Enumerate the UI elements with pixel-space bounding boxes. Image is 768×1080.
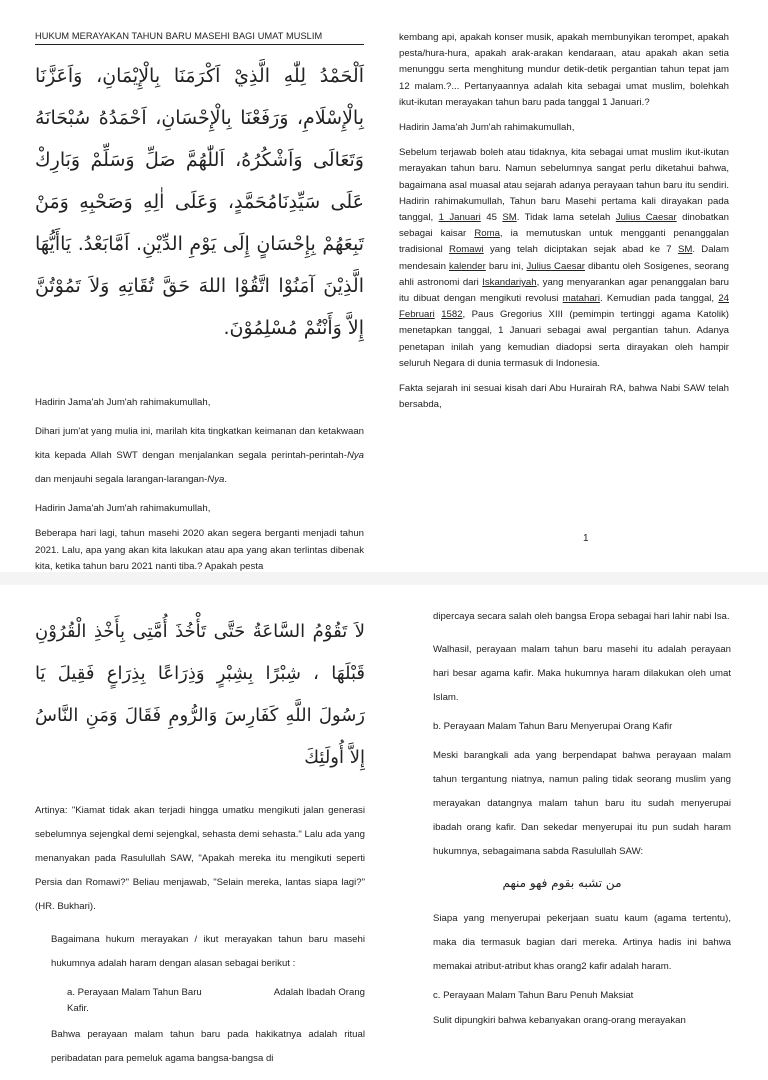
celebration-questions-paragraph: kembang api, apakah konser musik, apakah membunyikan terompet, apakah pesta/hura-hura, apakah arak-arakan kendaraan, atau apakah akan setia menunggu serta menghitung mundur detik-detik pergantian tahun tepat jam 12 malam.?... Pertanyaannya adalah kita sebagai umat muslim, bolehkah ikut-ikutan merayakan tahun baru pada tanggal 1 Januari.? bbox=[399, 32, 729, 108]
history-text: , ia memutuskan untuk mengganti penanggalan tradisional bbox=[399, 228, 729, 256]
exhortation-nya-2: Nya bbox=[207, 474, 225, 486]
exhortation-text-1: Dihari jum'at yang mulia ini, marilah kita tingkatkan keimanan dan ketakwaan kita kepada Allah SWT dengan menjalankan segala perintah-perintah- bbox=[35, 426, 364, 462]
link-kalender[interactable]: kalender bbox=[449, 260, 486, 272]
arabic-opening-prayer: اَلْحَمْدُ لِلّٰهِ الَّذِيْ اَكْرَمَنَا بِالْإِيْمَانِ، وَاَعَزَّنَا بِالْإِسْلَامِ، وَرَفَعْنَا بِالْإِحْسَانِ، اَحْمَدُهُ سُبْحَانَهُ وَتَعَالَى وَاَشْكُرُهُ، اَللّٰهُمَّ صَلِّ وَسَلِّمْ وَبَارِكْ عَلَى سَيِّدِنَامُحَمَّدٍ، وَعَلَى اٰلِهِ وَصَحْبِهِ وَمَنْ تَبِعَهُمْ بِإِحْسَانٍ إِلَى يَوْمِ الدِّيْنِ. اَمَّابَعْدُ. يَاأَيُّهَا الَّذِيْنَ آمَنُوْا اتَّقُوْا اللهَ حَقَّ تُقَاتِهِ وَلاَ تَمُوْتُنَّ إِلاَّ وَأَنْتُمْ مُسْلِمُوْنَ. bbox=[35, 65, 364, 339]
link-24-februari[interactable]: 24 Februari bbox=[399, 293, 729, 321]
document-title: HUKUM MERAYAKAN TAHUN BARU MASEHI BAGI UMAT MUSLIM bbox=[35, 30, 364, 45]
list-item-a-continuation: Kafir. bbox=[67, 1003, 89, 1015]
exhortation-paragraph bbox=[35, 420, 364, 492]
new-year-intro-paragraph: Beberapa hari lagi, tahun masehi 2020 akan segera berganti menjadi tahun 2021. Lalu, apa yang akan kita lakukan atau apa yang akan terlintas dibenak kita, ketika tahun baru 2021 nanti tiba.? Apakah pesta bbox=[35, 528, 364, 572]
link-julius-caesar[interactable]: Julius Caesar bbox=[615, 212, 677, 224]
page2-left-column bbox=[35, 605, 365, 1080]
hadith-intro-paragraph: Fakta sejarah ini sesuai kisah dari Abu Hurairah RA, bahwa Nabi SAW telah bersabda, bbox=[399, 383, 729, 411]
history-text: , Paus Gregorius XIII (pemimpin tertinggi agama Katolik) menetapkan tanggal, 1 Januari sebagai awal pergantian tahun. Adanya penetapan inilah yang kemudian diadopsi serta dirayakan oleh hampir seluruh Negara di dunia termasuk di Indonesia. bbox=[399, 309, 729, 369]
history-text: Sebelum terjawab boleh atau tidaknya, kita sebagai umat muslim ikut-ikutan merayakan tahun baru. Namun sebelumnya sangat perlu diketahui bahwa, bagaimana asal muasal atau sejarah adanya perayaan tahun baru itu sendiri. Hadirin rahimakumullah, Tahun baru Masehi pertama kali dirayakan pada tanggal, bbox=[399, 147, 729, 224]
history-text: . Dalam mendesain bbox=[399, 244, 729, 272]
history-text: baru ini, bbox=[485, 260, 527, 272]
exhortation-nya-1: Nya bbox=[346, 450, 364, 462]
link-matahari[interactable]: matahari bbox=[562, 293, 600, 305]
list-item-a-label: a. Perayaan Malam Tahun Baru bbox=[67, 987, 202, 998]
page-separator bbox=[0, 572, 768, 585]
link-1582[interactable]: 1582 bbox=[441, 309, 463, 321]
ritual-paragraph: Bahwa perayaan malam tahun baru pada hakikatnya adalah ritual peribadatan para pemeluk agama bangsa-bangsa di bbox=[51, 1029, 365, 1065]
arabic-hadith: لاَ تَقُوْمُ السَّاعَةُ حَتَّى تَأْخُذَ أُمَّتِى بِأَخْذِ الْقُرُوْنِ قَبْلَهَا ، شِبْرًا بِشِبْرٍ وَذِرَاعًا بِذِرَاعٍ فَقِيلَ يَا رَسُولَ اللَّهِ كَفَارِسَ وَالرُّومِ فَقَالَ وَمَنِ النَّاسُ إِلاَّ أُولَئِكَ bbox=[35, 621, 365, 768]
link-sm[interactable]: SM bbox=[502, 212, 517, 224]
nabi-isa-paragraph: dipercaya secara salah oleh bangsa Eropa sebagai hari lahir nabi Isa. bbox=[433, 611, 730, 622]
link-iskandariyah[interactable]: Iskandariyah bbox=[482, 276, 537, 288]
maksiat-paragraph: Sulit dipungkiri bahwa kebanyakan orang-orang merayakan bbox=[433, 1015, 686, 1027]
imitation-explanation-paragraph: Siapa yang menyerupai pekerjaan suatu kaum (agama tertentu), maka dia termasuk bagian dari mereka. Artinya hadis ini bahwa memakai atribut-atribut khas orang2 kafir adalah haram. bbox=[433, 913, 731, 973]
heading-c: c. Perayaan Malam Tahun Baru Penuh Maksiat bbox=[433, 990, 634, 1002]
greeting-paragraph-2: Hadirin Jama'ah Jum'ah rahimakumullah, bbox=[35, 503, 211, 515]
page2-right-column bbox=[433, 605, 731, 1039]
heading-b: b. Perayaan Malam Tahun Baru Menyerupai Orang Kafir bbox=[433, 721, 673, 732]
exhortation-text-2: dan menjauhi segala larangan-larangan- bbox=[35, 474, 208, 486]
link-1-januari[interactable]: 1 Januari bbox=[438, 212, 481, 224]
imitation-paragraph: Meski barangkali ada yang berpendapat bahwa perayaan malam tahun tergantung niatnya, namun paling tidak seorang muslim yang merayakan datangnya malam tahun baru itu sudah menyerupai ibadah orang kafir. Dan sekedar menyerupai itu pun sudah haram hukumnya, sebagaimana sabda Rasulullah SAW: bbox=[433, 750, 731, 858]
arabic-imitation-hadith: من تشبه بقوم فهو منهم bbox=[502, 876, 622, 891]
history-text: , yang menyarankan agar penanggalan baru itu dibuat dengan mengikuti revolusi bbox=[399, 276, 729, 305]
history-text: dinobatkan sebagai kaisar bbox=[399, 212, 730, 240]
history-text: dibantu oleh Sosigenes, seorang ahli astronomi dari bbox=[399, 260, 729, 288]
history-text: . Tidak lama setelah bbox=[516, 212, 616, 224]
link-roma[interactable]: Roma bbox=[474, 228, 500, 240]
page1-left-column bbox=[35, 30, 364, 584]
list-item-a bbox=[35, 985, 365, 1001]
list-item-a-label-cont: Adalah Ibadah Orang bbox=[273, 987, 365, 998]
link-romawi[interactable]: Romawi bbox=[449, 244, 484, 256]
conclusion-paragraph: Walhasil, perayaan malam tahun baru masehi itu adalah perayaan hari besar agama kafir. Maka hukumnya haram dilakukan oleh umat Islam. bbox=[433, 644, 731, 703]
ruling-paragraph: Bagaimana hukum merayakan / ikut merayakan tahun baru masehi hukumnya adalah haram dengan alasan sebagai berikut : bbox=[51, 934, 365, 969]
link-julius-caesar-2[interactable]: Julius Caesar bbox=[526, 260, 585, 272]
history-paragraph bbox=[399, 145, 729, 372]
history-text: . Kemudian pada tanggal, bbox=[599, 293, 719, 305]
document-page-2 bbox=[0, 585, 768, 1065]
history-text: yang telah diciptakan sejak abad ke 7 bbox=[483, 244, 678, 256]
exhortation-text-3: . bbox=[224, 474, 228, 486]
page-number: 1 bbox=[583, 533, 589, 544]
history-text: 45 bbox=[480, 212, 503, 224]
hadith-translation-paragraph: Artinya: "Kiamat tidak akan terjadi hingga umatku mengikuti jalan generasi sebelumnya sejengkal demi sejengkal, sehasta demi sehasta." Lalu ada yang menanyakan pada Rasulullah SAW, "Apakah mereka itu mengikuti seperti Persia dan Romawi?" Beliau menjawab, "Selain mereka, lantas siapa lagi?" (HR. Bukhari). bbox=[35, 805, 365, 912]
link-sm-2[interactable]: SM bbox=[677, 244, 693, 256]
page1-right-column bbox=[399, 30, 729, 422]
greeting-paragraph: Hadirin Jama'ah Jum'ah rahimakumullah, bbox=[35, 397, 211, 408]
greeting-paragraph-3: Hadirin Jama'ah Jum'ah rahimakumullah, bbox=[399, 122, 575, 134]
